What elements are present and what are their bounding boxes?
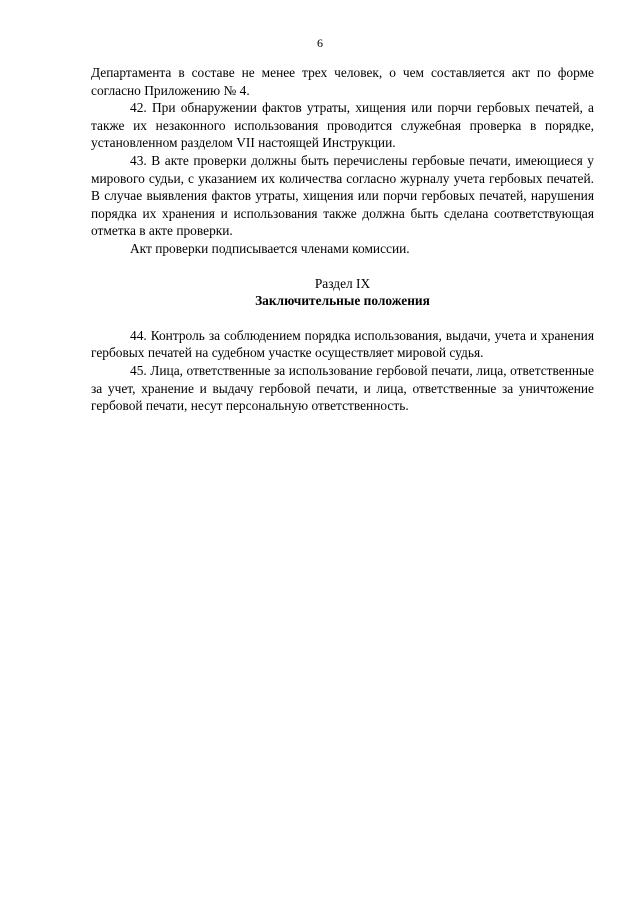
document-body (91, 64, 594, 415)
section-heading (91, 275, 594, 310)
paragraph-42: 42. При обнаружении фактов утраты, хищения или порчи гербовых печатей, а также их незаконного использования проводится служебная проверка в порядке, установленном разделом VII настоящей Инструкции. (91, 100, 594, 151)
section-label: Раздел IX (314, 275, 371, 291)
paragraph-43: 43. В акте проверки должны быть перечислены гербовые печати, имеющиеся у мирового судьи, с указанием их количества согласно журналу учета гербовых печатей. В случае выявления фактов утраты, хищения или порчи гербовых печатей, нарушения порядка их хранения и использования также должна быть сделана соответствующая отметка в акте проверки. (91, 152, 594, 239)
paragraph-act-signed: Акт проверки подписывается членами комиссии. (130, 240, 410, 256)
page-number: 6 (317, 36, 323, 50)
paragraph-continuation: Департамента в составе не менее трех человек, о чем составляется акт по форме согласно Приложению № 4. (91, 65, 594, 98)
paragraph-44: 44. Контроль за соблюдением порядка использования, выдачи, учета и хранения гербовых печатей на судебном участке осуществляет мировой судья. (91, 327, 594, 361)
paragraph-45: 45. Лица, ответственные за использование гербовой печати, лица, ответственные за учет, хранение и выдачу гербовой печати, и лица, ответственные за уничтожение гербовой печати, несут персональную ответственность. (91, 362, 594, 414)
section-title: Заключительные положения (255, 293, 430, 309)
